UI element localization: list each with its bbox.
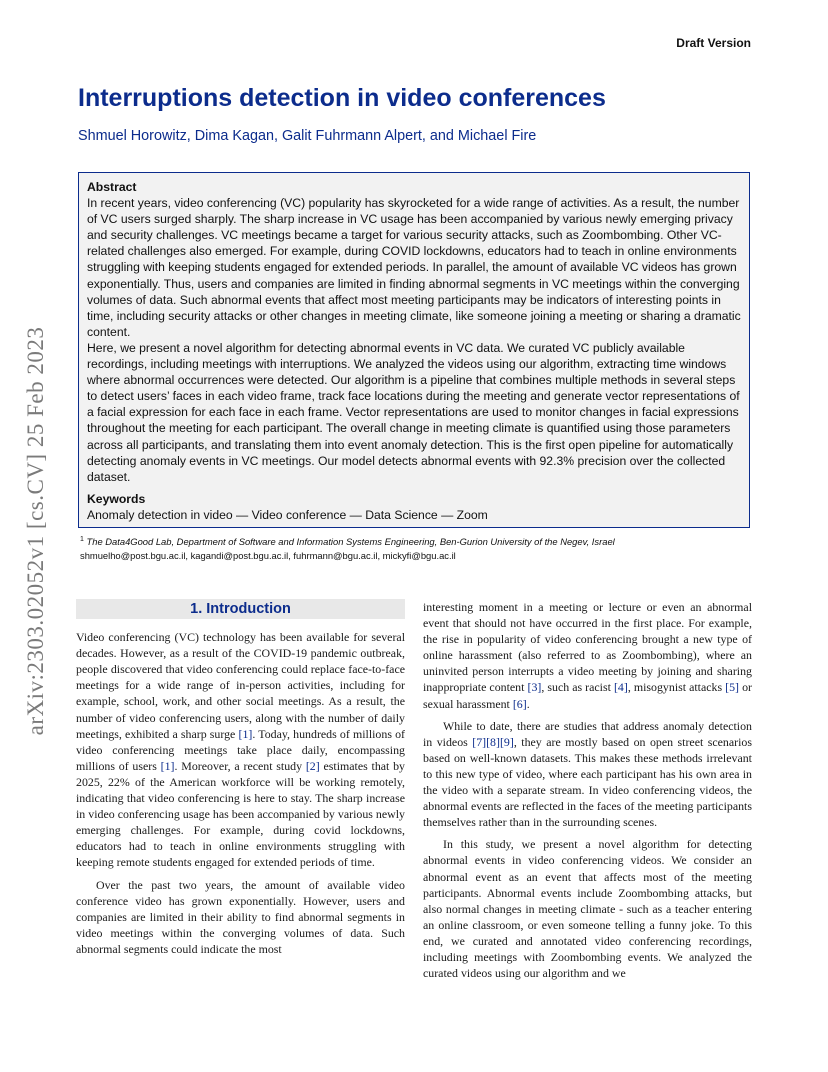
citation-link[interactable]: [3] <box>527 680 542 695</box>
keywords-list: Anomaly detection in video — Video conference — Data Science — Zoom <box>87 507 488 522</box>
text-run: , such as racist <box>541 680 614 695</box>
intro-paragraph-5: In this study, we present a novel algorithm for detecting abnormal events in video conferencing videos. We consider an abnormal event as an event that affects most of the meeting participants. Abnormal events include Zoombombing attacks, but also normal changes in meeting climate - such as a teacher entering an online classroom, or even someone telling a funny joke. To this end, we curated and annotated video conferencing recordings, including meetings with Zoombombing events. We analyzed the curated videos using our algorithm and we <box>423 837 752 981</box>
abstract-heading: Abstract <box>87 180 137 194</box>
intro-paragraph-2: Over the past two years, the amount of available video conference video has grown exponentially. However, users and companies are limited in their ability to find abnormal segments in video meetings within the converging volumes of data. Such abnormal segments could indicate the most <box>76 877 405 956</box>
citation-link[interactable]: [4] <box>613 680 628 695</box>
text-run: , misogynist attacks <box>627 680 726 695</box>
citation-link[interactable]: [1] <box>238 726 253 741</box>
arxiv-identifier: arXiv:2303.02052v1 [cs.CV] 25 Feb 2023 <box>23 326 48 736</box>
paper-title: Interruptions detection in video conferences <box>78 84 606 112</box>
text-run: . Today, hundreds of millions of video conferencing meetings take place daily, encompassing millions of users <box>76 726 405 773</box>
affiliation-block <box>80 533 615 562</box>
affiliation-mark: 1 <box>80 536 84 543</box>
abstract-paragraph-1: In recent years, video conferencing (VC) popularity has skyrocketed for a wide range of activities. As a result, the number of VC users surged sharply. The sharp increase in VC usage has been accompanied by various newly emerging privacy and security challenges. VC meetings became a target for various security attacks, such as Zoombombing. Other VC-related challenges also emerged. For example, during COVID lockdowns, educators had to teach in online environments struggling with keeping students engaged for extended periods. In parallel, the amount of available VC videos has grown exponentially. Thus, users and companies are limited in finding abnormal segments in VC meetings within the converging volumes of data. Such abnormal events that affect most meeting participants may be indicators of interesting points in time, including security attacks or other changes in meeting climate, like someone joining a meeting or sharing a dramatic content. <box>87 196 741 339</box>
section-heading: 1. Introduction <box>76 599 405 619</box>
arxiv-sidebar <box>16 294 56 768</box>
intro-paragraph-1 <box>76 629 405 870</box>
text-run: . Moreover, a recent study <box>174 758 306 773</box>
left-column <box>76 599 405 957</box>
abstract-paragraph-2: Here, we present a novel algorithm for detecting abnormal events in VC data. We curated VC publicly available recordings, including meetings with interruptions. We analyzed the videos using our algorithm, extracting time windows where abnormal occurrences were detected. Our algorithm is a pipeline that combines multiple methods in several steps to detect users’ faces in each video frame, track face locations during the meeting and generate vector representations of a facial expression for each face in each frame. Vector representations are used to monitor changes in facial expressions throughout the meeting for each participant. The overall change in meeting climate is quantified using those parameters across all participants, and translating them into event anomaly detection. This is the first open pipeline for automatically detecting anomaly events in VC meetings. Our model detects abnormal events with 92.3% precision over the collected dataset. <box>87 340 740 484</box>
text-run: Video conferencing (VC) technology has been available for several decades. However, as a result of the COVID-19 pandemic outbreak, people discovered that video conferencing could replace face-to-face meetings for a wide range of in-person activities, including for example, school, work, and other social meetings. As a result, the number of video conferencing users, along with the number of daily meetings, exhibited a sharp surge <box>76 630 405 741</box>
citation-link[interactable]: [7][8][9] <box>472 734 514 749</box>
keywords-heading: Keywords <box>87 491 146 506</box>
text-run: While to date, there are studies that address anomaly detection in videos <box>423 718 752 749</box>
abstract-box <box>78 172 750 528</box>
citation-link[interactable]: [5] <box>725 680 740 695</box>
text-run: estimates that by 2025, 22% of the American workforce will be working remotely, indicating that video conferencing is here to stay. The sharp increase in video conferencing usage has been accompanied by various newly emerging challenges. For example, during covid lockdowns, educators had to teach in online environments struggling with keeping remote students engaged for extended periods of time. <box>76 758 406 870</box>
text-run: or sexual harassment <box>423 680 752 711</box>
text-run: , they are mostly based on open street scenarios based on well-known datasets. This makes these methods irrelevant to this new type of video, where each participant has his own area in the video with a separate stream. In video conferencing videos, the abnormal events are reflected in the faces of the meeting participants themselves rather than in the surrounding scenes. <box>423 734 752 830</box>
citation-link[interactable]: [2] <box>305 758 320 773</box>
citation-link[interactable]: [1] <box>160 758 175 773</box>
author-emails: shmuelho@post.bgu.ac.il, kagandi@post.bgu.ac.il, fuhrmann@bgu.ac.il, mickyfi@bgu.ac.il <box>80 549 456 561</box>
draft-version-label: Draft Version <box>676 36 751 50</box>
intro-paragraph-3 <box>423 599 752 712</box>
intro-paragraph-4 <box>423 718 752 831</box>
paper-authors: Shmuel Horowitz, Dima Kagan, Galit Fuhrmann Alpert, and Michael Fire <box>78 128 537 144</box>
citation-link[interactable]: [6] <box>512 696 527 711</box>
right-column <box>423 599 752 981</box>
affiliation-text: The Data4Good Lab, Department of Software and Information Systems Engineering, Ben-Gurion University of the Negev, Israel <box>86 536 615 548</box>
text-run: interesting moment in a meeting or lecture or even an abnormal event that should not have occurred in the first place. For example, the rise in popularity of video conferencing brought a new type of online harassment (also referred to as Zoombombing), where an uninvited person interrupts a video meeting by joining and sharing inappropriate content <box>423 600 752 695</box>
text-run: . <box>526 696 530 711</box>
